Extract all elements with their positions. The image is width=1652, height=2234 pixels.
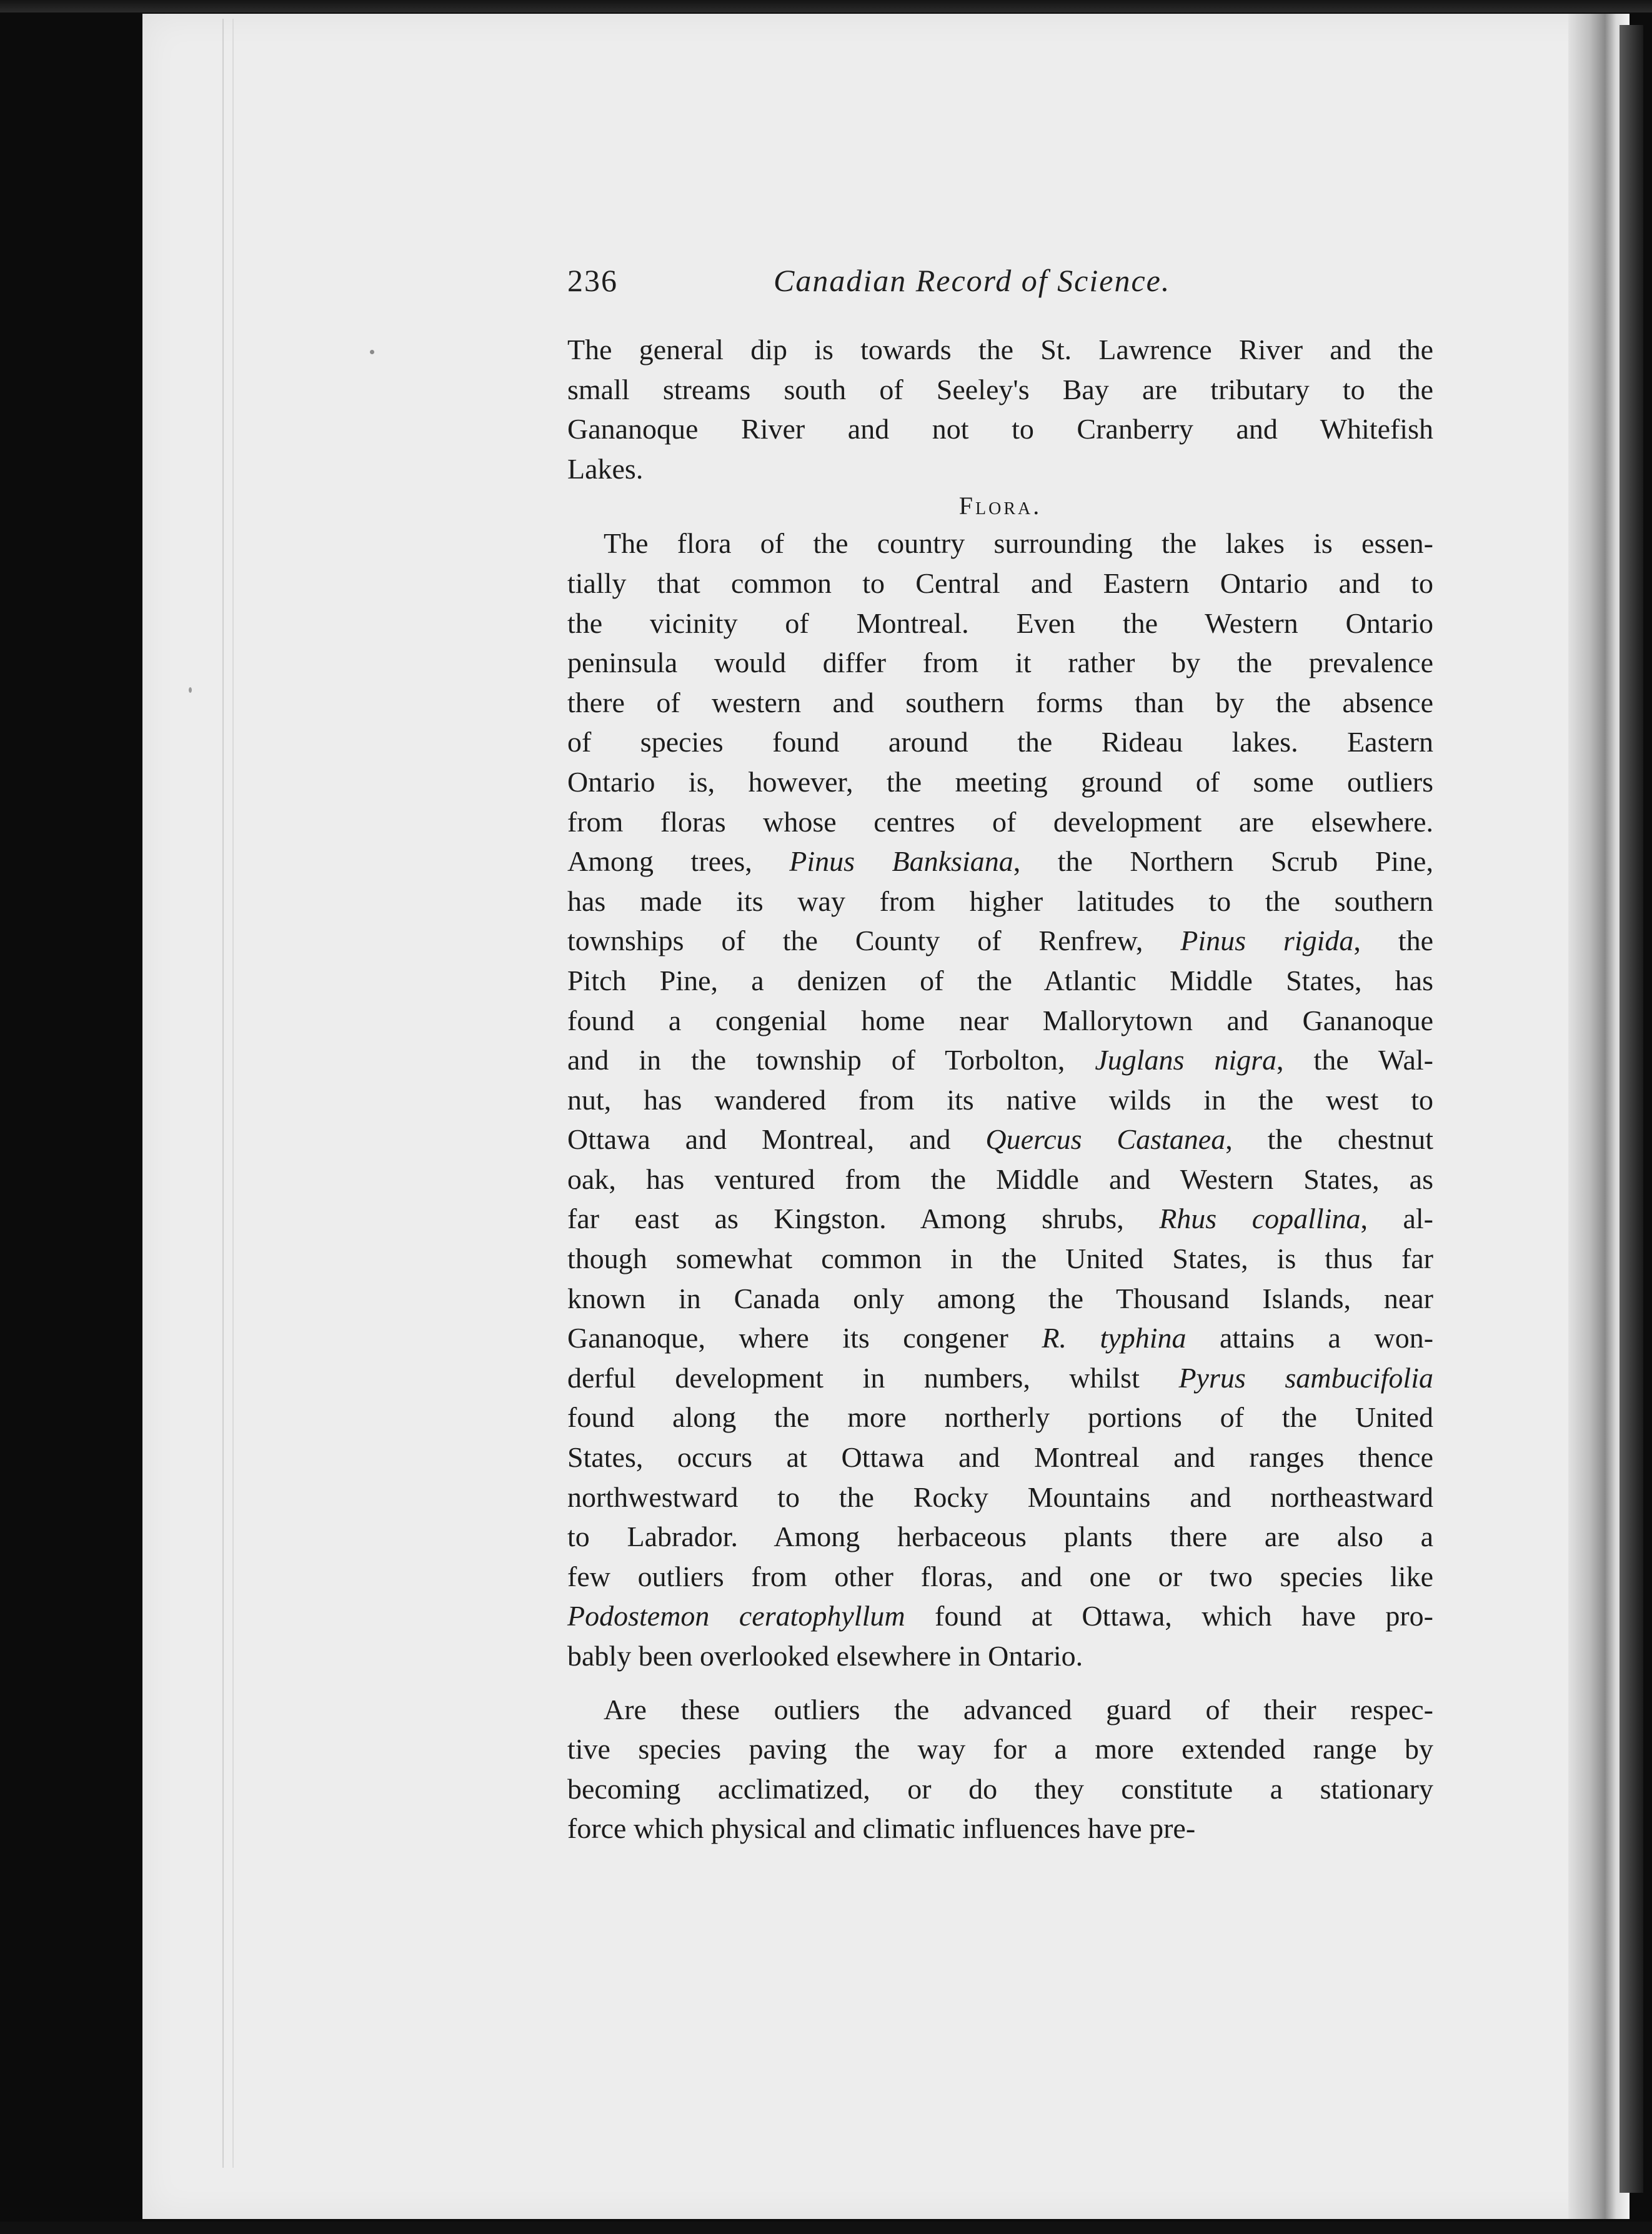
text-line: of species found around the Rideau lakes. Eastern xyxy=(567,726,1433,758)
text-line: peninsula would differ from it rather by the prevalence xyxy=(567,647,1433,679)
page-header xyxy=(567,262,1433,306)
text-line: Are these outliers the advanced guard of their respec- xyxy=(604,1693,1433,1725)
scan-top-edge xyxy=(0,0,1652,12)
text-line: few outliers from other floras, and one or two species like xyxy=(567,1560,1433,1592)
text-line: Gananoque, where its congener R. typhina attains a won- xyxy=(567,1322,1434,1354)
scan-speck xyxy=(189,687,192,693)
paragraph-outliers xyxy=(567,1690,1433,1849)
paragraph-dip xyxy=(567,330,1433,489)
species-name: Quercus Castanea xyxy=(985,1123,1226,1156)
margin-rule xyxy=(232,19,234,2168)
text-line: small streams south of Seeley's Bay are tributary to the xyxy=(567,373,1433,405)
text-line: northwestward to the Rocky Mountains and northeastward xyxy=(567,1481,1433,1513)
text-line: tive species paving the way for a more extended range by xyxy=(567,1733,1433,1765)
scan-speck xyxy=(370,350,374,354)
margin-rule xyxy=(222,19,224,2168)
text-line: Pitch Pine, a denizen of the Atlantic Middle States, has xyxy=(567,964,1433,996)
text-line: far east as Kingston. Among shrubs, Rhus copallina, al- xyxy=(567,1203,1433,1235)
text-line: Gananoque River and not to Cranberry and Whitefish xyxy=(567,413,1433,445)
binding-edge xyxy=(1620,25,1643,2193)
text-line: there of western and southern forms than by the absence xyxy=(567,686,1433,718)
text-line: nut, has wandered from its native wilds in the west to xyxy=(567,1083,1433,1116)
text-line: though somewhat common in the United States, is thus far xyxy=(567,1243,1433,1275)
text-line: becoming acclimatized, or do they constitute a stationary xyxy=(567,1772,1433,1805)
text-line: The flora of the country surrounding the lakes is essen- xyxy=(604,527,1433,560)
species-name: Podostemon ceratophyllum xyxy=(567,1600,905,1632)
text-line: tially that common to Central and Eastern Ontario and to xyxy=(567,567,1433,599)
text-line: States, occurs at Ottawa and Montreal and ranges thence xyxy=(567,1441,1433,1474)
text-line: to Labrador. Among herbaceous plants there are also a xyxy=(567,1521,1433,1553)
species-name: Pinus rigida xyxy=(1180,925,1354,957)
text-line: oak, has ventured from the Middle and Western States, as xyxy=(567,1163,1433,1195)
text-line: bably been overlooked elsewhere in Ontario. xyxy=(567,1640,1083,1672)
section-heading-flora: Flora. xyxy=(958,492,1042,520)
text-line: the vicinity of Montreal. Even the Western Ontario xyxy=(567,607,1433,639)
scan-bottom-edge xyxy=(0,2222,1652,2234)
text-line: townships of the County of Renfrew, Pinus rigida, the xyxy=(567,925,1433,957)
text-line: force which physical and climatic influences have pre- xyxy=(567,1812,1196,1845)
species-name: Rhus copallina xyxy=(1159,1203,1361,1235)
text-line: known in Canada only among the Thousand Islands, near xyxy=(567,1282,1433,1314)
text-line: derful development in numbers, whilst Pyrus sambucifolia xyxy=(567,1361,1433,1394)
text-line: found a congenial home near Mallorytown and Gananoque xyxy=(567,1004,1433,1036)
body-text xyxy=(567,330,1433,1849)
page-number: 236 xyxy=(567,263,618,298)
text-line: Podostemon ceratophyllum found at Ottawa, which have pro- xyxy=(567,1600,1433,1632)
text-line: Ontario is, however, the meeting ground of some outliers xyxy=(567,765,1433,798)
running-head: Canadian Record of Science. xyxy=(774,263,1171,298)
paragraph-flora xyxy=(567,524,1433,1676)
text-line: Among trees, Pinus Banksiana, the Northern Scrub Pine, xyxy=(567,845,1433,878)
text-line: has made its way from higher latitudes to the southern xyxy=(567,885,1433,917)
text-line: found along the more northerly portions of the United xyxy=(567,1401,1433,1434)
species-name: R. typhina xyxy=(1042,1322,1187,1354)
text-line: from floras whose centres of development are elsewhere. xyxy=(567,805,1433,838)
species-name: Pinus Banksiana xyxy=(789,845,1013,878)
species-name: Pyrus sambucifolia xyxy=(1178,1361,1433,1394)
text-line: The general dip is towards the St. Lawrence River and the xyxy=(567,334,1433,365)
text-line: Lakes. xyxy=(567,452,644,485)
text-line: Ottawa and Montreal, and Quercus Castanea, the chestnut xyxy=(567,1123,1433,1156)
species-name: Juglans nigra xyxy=(1095,1044,1277,1076)
text-line: and in the township of Torbolton, Juglans nigra, the Wal- xyxy=(567,1044,1433,1076)
